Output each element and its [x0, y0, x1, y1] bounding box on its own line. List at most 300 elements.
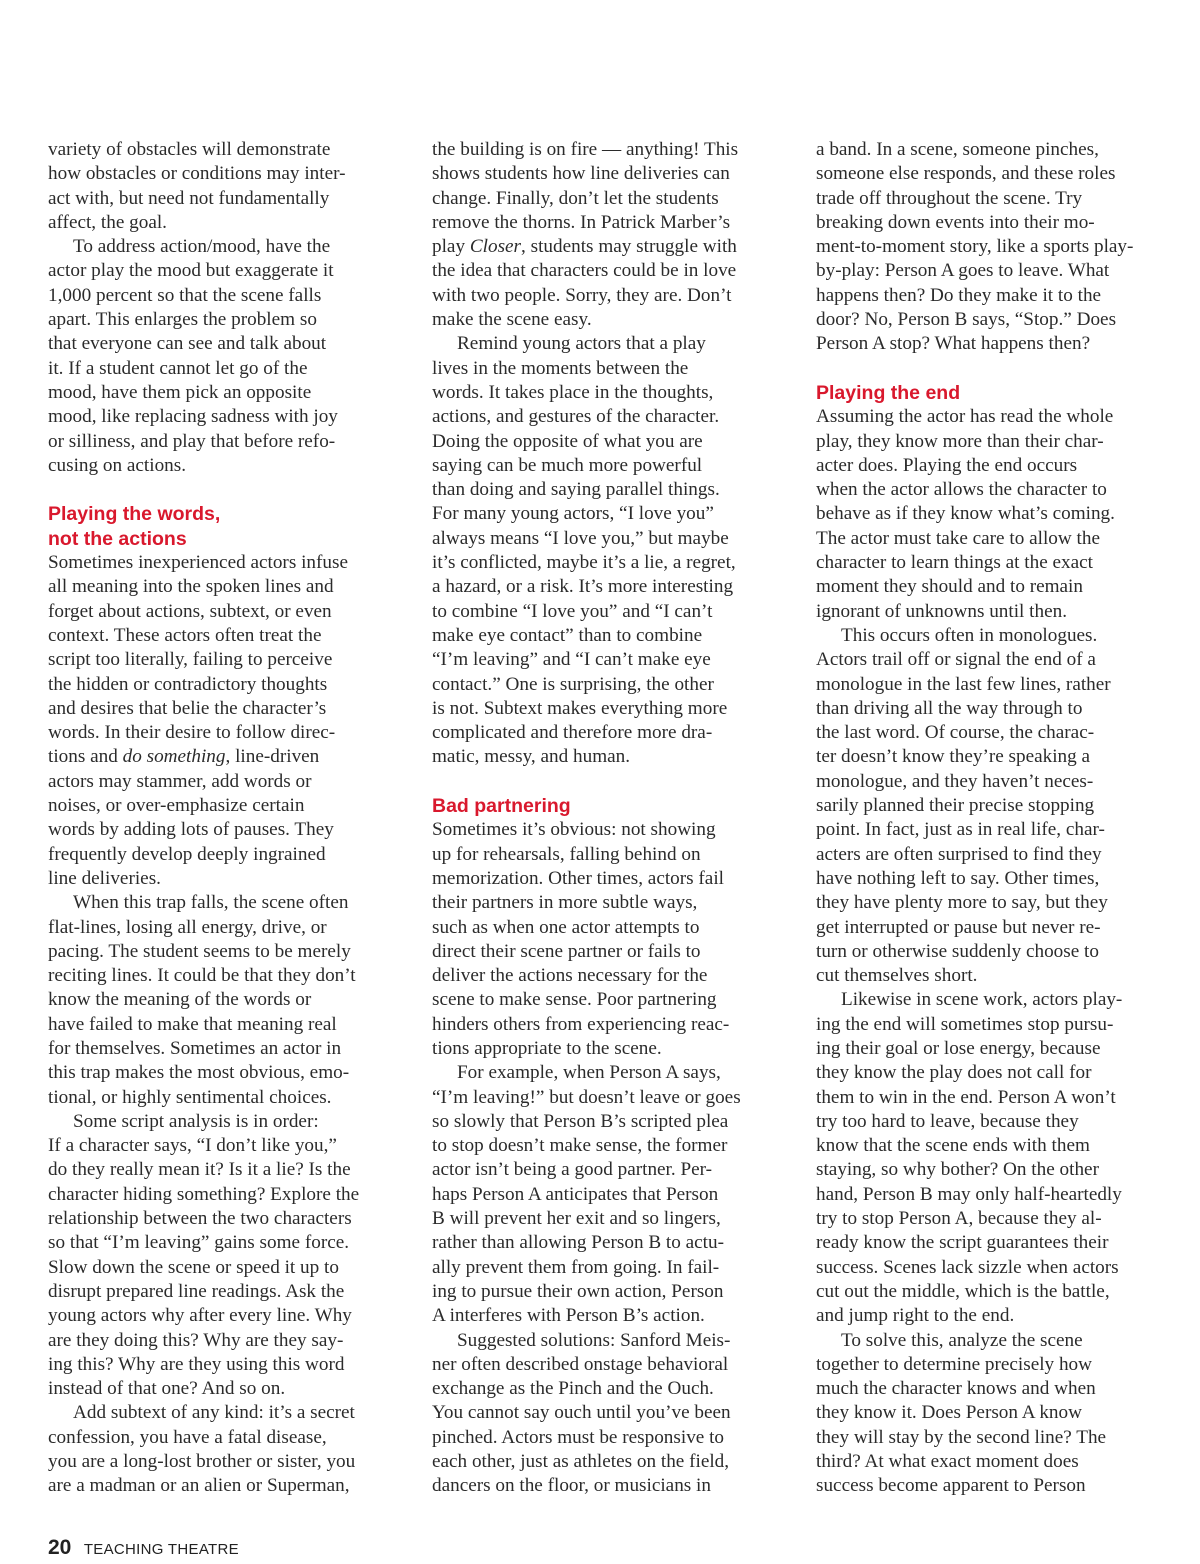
section-heading [816, 381, 1164, 405]
text-run: behave as if they know what’s coming. [816, 503, 1115, 525]
text-run: a band. In a scene, someone pinches, [816, 139, 1099, 160]
text-line [432, 187, 780, 211]
text-line [48, 138, 396, 162]
text-run: deliver the actions necessary for the [432, 965, 708, 987]
text-line [816, 818, 1164, 842]
text-run: for themselves. Sometimes an actor in [48, 1037, 342, 1059]
text-run: For many young actors, “I love you” [432, 503, 714, 525]
text-run: line deliveries. [48, 867, 161, 889]
text-run: tional, or highly sentimental choices. [48, 1086, 332, 1108]
section-heading [48, 502, 396, 526]
text-run: ter doesn’t know they’re speaking a [816, 746, 1091, 768]
text-line [48, 1110, 396, 1134]
text-run: happens then? Do they make it to the [816, 284, 1102, 306]
text-run: tions and [48, 746, 123, 768]
text-run: Playing the end [816, 381, 961, 404]
text-run: words by adding lots of pauses. They [48, 819, 334, 841]
text-run: a hazard, or a risk. It’s more interesting [432, 576, 734, 598]
text-line [432, 1256, 780, 1280]
text-run: door? No, Person B says, “Stop.” Does [816, 309, 1117, 331]
text-run: shows students how line deliveries can [432, 163, 730, 185]
text-line [816, 867, 1164, 891]
text-run: Person A stop? What happens then? [816, 333, 1091, 355]
text-run: exchange as the Pinch and the Ouch. [432, 1378, 714, 1400]
text-line [816, 1207, 1164, 1231]
text-line [48, 1450, 396, 1474]
text-line [432, 454, 780, 478]
text-run: change. Finally, don’t let the students [432, 187, 719, 209]
article-column-1 [48, 138, 396, 1499]
text-line [432, 162, 780, 186]
text-line [432, 138, 780, 162]
text-run: Add subtext of any kind: it’s a secret [73, 1402, 355, 1424]
text-run: Likewise in scene work, actors play- [841, 989, 1123, 1011]
text-line [816, 454, 1164, 478]
section-heading [432, 794, 780, 818]
text-line [48, 1013, 396, 1037]
text-line [816, 284, 1164, 308]
page-footer [48, 1536, 239, 1560]
text-line [816, 235, 1164, 259]
text-run: hand, Person B may only half-heartedly [816, 1183, 1122, 1205]
text-run: actor play the mood but exaggerate it [48, 260, 334, 282]
text-run: get interrupted or pause but never re- [816, 916, 1101, 938]
text-line [816, 1110, 1164, 1134]
text-line [816, 721, 1164, 745]
text-run: disrupt prepared line readings. Ask the [48, 1280, 345, 1302]
text-line [816, 1086, 1164, 1110]
text-run: ally prevent them from going. In fail- [432, 1256, 720, 1278]
text-line [816, 478, 1164, 502]
text-run: acter does. Playing the end occurs [816, 454, 1078, 476]
text-line [48, 1086, 396, 1110]
text-run: To solve this, analyze the scene [841, 1329, 1083, 1351]
text-run: point. In fact, just as in real life, char- [816, 819, 1105, 841]
text-run: ignorant of unknowns until then. [816, 600, 1068, 622]
text-run: contact.” One is surprising, the other [432, 673, 714, 695]
text-run: , students may struggle with [521, 236, 737, 258]
text-run: Suggested solutions: Sanford Meis- [457, 1329, 731, 1351]
text-line [816, 575, 1164, 599]
text-run: is not. Subtext makes everything more [432, 697, 728, 719]
article-column-3 [816, 138, 1164, 1499]
text-run: Playing the words, [48, 503, 221, 526]
text-line [432, 259, 780, 283]
text-line [432, 648, 780, 672]
text-line [816, 940, 1164, 964]
text-run: Sometimes it’s obvious: not showing [432, 819, 716, 841]
text-line [48, 259, 396, 283]
text-run: Doing the opposite of what you are [432, 430, 703, 452]
text-run: much the character knows and when [816, 1378, 1096, 1400]
text-line [816, 1013, 1164, 1037]
text-run: actor isn’t being a good partner. Per- [432, 1159, 713, 1181]
text-line [48, 867, 396, 891]
text-run: direct their scene partner or fails to [432, 940, 701, 962]
text-line [432, 721, 780, 745]
text-line [432, 1013, 780, 1037]
text-run: You cannot say ouch until you’ve been [432, 1402, 731, 1424]
text-run: reciting lines. It could be that they don’t [48, 965, 356, 987]
paragraph-spacer [48, 478, 396, 502]
text-run: monologue, and they haven’t neces- [816, 770, 1094, 792]
text-line [48, 308, 396, 332]
text-line [816, 211, 1164, 235]
text-run: you are a long-lost brother or sister, you [48, 1451, 356, 1473]
text-line [816, 1450, 1164, 1474]
text-line [816, 1353, 1164, 1377]
text-line [48, 211, 396, 235]
text-run: third? At what exact moment does [816, 1451, 1079, 1473]
text-line [432, 332, 780, 356]
text-line [432, 745, 780, 769]
text-line [816, 551, 1164, 575]
text-run: trade off throughout the scene. Try [816, 187, 1083, 209]
text-line [48, 162, 396, 186]
text-line [48, 357, 396, 381]
text-line [48, 1061, 396, 1085]
text-run: dancers on the floor, or musicians in [432, 1475, 711, 1497]
text-run: words. It takes place in the thoughts, [432, 381, 714, 403]
text-run: each other, just as athletes on the field, [432, 1451, 730, 1473]
text-run: complicated and therefore more dra- [432, 722, 713, 744]
paragraph-spacer [432, 770, 780, 794]
text-run: this trap makes the most obvious, emo- [48, 1062, 350, 1084]
text-line [48, 1426, 396, 1450]
text-run: Some script analysis is in order: [73, 1110, 319, 1132]
text-run: For example, when Person A says, [457, 1062, 721, 1084]
text-line [432, 1353, 780, 1377]
text-line [48, 1474, 396, 1498]
text-run: are they doing this? Why are they say- [48, 1329, 344, 1351]
text-run: ing their goal or lose energy, because [816, 1037, 1101, 1059]
text-run: it’s conflicted, maybe it’s a lie, a regret, [432, 552, 736, 574]
text-line [48, 624, 396, 648]
text-line [432, 357, 780, 381]
text-run: not the actions [48, 527, 187, 550]
text-line [48, 1183, 396, 1207]
text-run: variety of obstacles will demonstrate [48, 139, 331, 160]
text-line [432, 381, 780, 405]
text-line [48, 745, 396, 769]
text-run: Sometimes inexperienced actors infuse [48, 552, 348, 574]
text-run: breaking down events into their mo- [816, 211, 1095, 233]
text-line [432, 1086, 780, 1110]
text-line [432, 1231, 780, 1255]
text-run: or silliness, and play that before refo- [48, 430, 336, 452]
text-line [816, 648, 1164, 672]
text-run: together to determine precisely how [816, 1353, 1092, 1375]
text-line [816, 1304, 1164, 1328]
text-line [48, 673, 396, 697]
text-line [432, 1329, 780, 1353]
text-run: try to stop Person A, because they al- [816, 1208, 1102, 1230]
text-run: This occurs often in monologues. [841, 624, 1098, 646]
text-line [48, 284, 396, 308]
text-run: how obstacles or conditions may inter- [48, 163, 346, 185]
text-line [432, 818, 780, 842]
text-run: the last word. Of course, the charac- [816, 722, 1095, 744]
text-line [816, 1061, 1164, 1085]
text-run: ner often described onstage behavioral [432, 1353, 729, 1375]
text-run: lives in the moments between the [432, 357, 689, 379]
text-run: rather than allowing Person B to actu- [432, 1232, 725, 1254]
text-line [816, 745, 1164, 769]
text-run: pacing. The student seems to be merely [48, 940, 351, 962]
text-line [816, 1329, 1164, 1353]
text-run: actors may stammer, add words or [48, 770, 312, 792]
text-line [432, 308, 780, 332]
text-line [816, 405, 1164, 429]
text-run: The actor must take care to allow the [816, 527, 1100, 549]
text-run: ing this? Why are they using this word [48, 1353, 345, 1375]
text-run: context. These actors often treat the [48, 624, 322, 646]
text-line [816, 1231, 1164, 1255]
text-line [432, 405, 780, 429]
text-run: frequently develop deeply ingrained [48, 843, 326, 865]
text-run: hinders others from experiencing reac- [432, 1013, 730, 1035]
text-line [432, 478, 780, 502]
text-line [432, 235, 780, 259]
text-line [432, 697, 780, 721]
text-run: scene to make sense. Poor partnering [432, 989, 717, 1011]
text-run: mood, like replacing sadness with joy [48, 406, 338, 428]
text-run: ing to pursue their own action, Person [432, 1280, 724, 1302]
text-run: Bad partnering [432, 795, 571, 818]
text-line [48, 1256, 396, 1280]
text-line [432, 940, 780, 964]
text-line [816, 770, 1164, 794]
text-line [816, 1426, 1164, 1450]
text-line [816, 916, 1164, 940]
text-run: when the actor allows the character to [816, 479, 1107, 501]
text-run: it. If a student cannot let go of the [48, 357, 308, 379]
text-run: sarily planned their precise stopping [816, 795, 1095, 817]
text-run: such as when one actor attempts to [432, 916, 700, 938]
text-line [432, 1037, 780, 1061]
text-run: “I’m leaving!” but doesn’t leave or goes [432, 1086, 741, 1108]
text-run: they have plenty more to say, but they [816, 892, 1108, 914]
text-line [432, 502, 780, 526]
text-line [432, 624, 780, 648]
text-run: that everyone can see and talk about [48, 333, 327, 355]
text-line [48, 1377, 396, 1401]
text-run: so that “I’m leaving” gains some force. [48, 1232, 350, 1254]
text-line [432, 867, 780, 891]
text-run: know that the scene ends with them [816, 1135, 1090, 1157]
text-run: script too literally, failing to perceive [48, 649, 333, 671]
text-line [816, 964, 1164, 988]
text-run: instead of that one? And so on. [48, 1378, 286, 1400]
text-line [48, 891, 396, 915]
text-run: If a character says, “I don’t like you,” [48, 1135, 337, 1157]
text-run: matic, messy, and human. [432, 746, 631, 768]
text-run: and desires that belie the character’s [48, 697, 327, 719]
text-line [816, 187, 1164, 211]
text-line [816, 843, 1164, 867]
text-line [48, 1037, 396, 1061]
text-line [48, 1353, 396, 1377]
text-run: mood, have them pick an opposite [48, 381, 312, 403]
text-run: cut out the middle, which is the battle, [816, 1280, 1110, 1302]
text-run: acters are often surprised to find they [816, 843, 1102, 865]
text-line [432, 1134, 780, 1158]
text-line [48, 187, 396, 211]
text-run: ready know the script guarantees their [816, 1232, 1109, 1254]
text-run: to combine “I love you” and “I can’t [432, 600, 713, 622]
text-line [816, 332, 1164, 356]
text-run: forget about actions, subtext, or even [48, 600, 332, 622]
italic-title: Closer [469, 236, 522, 258]
text-run: When this trap falls, the scene often [73, 892, 349, 914]
text-line [816, 502, 1164, 526]
text-run: their partners in more subtle ways, [432, 892, 698, 914]
text-run: try too hard to leave, because they [816, 1110, 1079, 1132]
text-line [432, 843, 780, 867]
text-line [432, 1377, 780, 1401]
text-line [432, 964, 780, 988]
italic-title: do something [122, 746, 226, 768]
text-line [432, 284, 780, 308]
text-run: memorization. Other times, actors fail [432, 867, 724, 889]
text-run: cut themselves short. [816, 965, 978, 987]
text-line [432, 430, 780, 454]
text-run: character to learn things at the exact [816, 552, 1094, 574]
text-line [48, 1231, 396, 1255]
text-run: always means “I love you,” but maybe [432, 527, 729, 549]
text-line [432, 211, 780, 235]
text-run: cusing on actions. [48, 454, 187, 476]
text-run: young actors why after every line. Why [48, 1305, 352, 1327]
text-run: do they really mean it? Is it a lie? Is the [48, 1159, 351, 1181]
text-run: Remind young actors that a play [457, 333, 706, 355]
text-line [48, 575, 396, 599]
text-run: with two people. Sorry, they are. Don’t [432, 284, 732, 306]
text-run: they know it. Does Person A know [816, 1402, 1082, 1424]
text-line [432, 673, 780, 697]
text-run: character hiding something? Explore the [48, 1183, 360, 1205]
text-line [816, 1474, 1164, 1498]
text-run: , line-driven [225, 746, 320, 768]
text-line [48, 721, 396, 745]
text-run: have failed to make that meaning real [48, 1013, 337, 1035]
text-line [48, 381, 396, 405]
text-run: than driving all the way through to [816, 697, 1083, 719]
text-run: the building is on fire — anything! This [432, 139, 739, 160]
text-run: success become apparent to Person [816, 1475, 1086, 1497]
text-line [48, 332, 396, 356]
text-line [816, 988, 1164, 1012]
text-run: confession, you have a fatal disease, [48, 1426, 327, 1448]
text-line [48, 1158, 396, 1182]
text-run: up for rehearsals, falling behind on [432, 843, 701, 865]
text-run: pinched. Actors must be responsive to [432, 1426, 725, 1448]
text-line [816, 527, 1164, 551]
text-run: than doing and saying parallel things. [432, 479, 720, 501]
text-line [816, 697, 1164, 721]
text-line [48, 430, 396, 454]
text-line [48, 916, 396, 940]
text-line [48, 405, 396, 429]
text-run: so slowly that Person B’s scripted plea [432, 1110, 729, 1132]
text-run: play, they know more than their char- [816, 430, 1104, 452]
text-line [432, 1474, 780, 1498]
text-line [816, 259, 1164, 283]
text-line [48, 454, 396, 478]
text-line [48, 770, 396, 794]
text-run: apart. This enlarges the problem so [48, 309, 317, 331]
text-run: and jump right to the end. [816, 1305, 1015, 1327]
text-run: To address action/mood, have the [73, 236, 331, 258]
text-line [432, 1061, 780, 1085]
text-run: flat-lines, losing all energy, drive, or [48, 916, 327, 938]
text-run: the hidden or contradictory thoughts [48, 673, 328, 695]
text-run: haps Person A anticipates that Person [432, 1183, 719, 1205]
text-line [432, 891, 780, 915]
page-number: 20 [48, 1536, 72, 1559]
text-line [816, 1158, 1164, 1182]
text-line [816, 794, 1164, 818]
text-line [816, 308, 1164, 332]
text-line [432, 600, 780, 624]
text-run: have nothing left to say. Other times, [816, 867, 1100, 889]
text-run: affect, the goal. [48, 211, 167, 233]
text-line [48, 235, 396, 259]
text-line [48, 648, 396, 672]
text-run: 1,000 percent so that the scene falls [48, 284, 322, 306]
text-line [816, 673, 1164, 697]
text-line [48, 1134, 396, 1158]
text-line [432, 551, 780, 575]
text-line [816, 1183, 1164, 1207]
magazine-name: TEACHING THEATRE [83, 1541, 239, 1558]
text-run: A interferes with Person B’s action. [432, 1305, 705, 1327]
text-line [816, 138, 1164, 162]
text-run: remove the thorns. In Patrick Marber’s [432, 211, 731, 233]
text-run: are a madman or an alien or Superman, [48, 1475, 350, 1497]
text-run: moment they should and to remain [816, 576, 1083, 598]
text-line [432, 916, 780, 940]
text-line [816, 430, 1164, 454]
text-line [432, 1207, 780, 1231]
text-line [816, 1037, 1164, 1061]
text-run: words. In their desire to follow direc- [48, 722, 336, 744]
text-line [432, 988, 780, 1012]
text-run: to stop doesn’t make sense, the former [432, 1135, 728, 1157]
text-run: B will prevent her exit and so lingers, [432, 1208, 721, 1230]
text-line [816, 1280, 1164, 1304]
text-line [816, 1401, 1164, 1425]
text-run: Assuming the actor has read the whole [816, 406, 1114, 428]
text-line [816, 624, 1164, 648]
text-run: make the scene easy. [432, 309, 592, 331]
text-line [816, 600, 1164, 624]
text-line [816, 162, 1164, 186]
text-line [816, 1377, 1164, 1401]
text-line [48, 988, 396, 1012]
text-line [48, 1304, 396, 1328]
text-line [432, 1304, 780, 1328]
text-line [432, 575, 780, 599]
text-line [48, 600, 396, 624]
section-heading [48, 527, 396, 551]
text-run: relationship between the two characters [48, 1208, 352, 1230]
text-run: “I’m leaving” and “I can’t make eye [432, 649, 711, 671]
text-run: know the meaning of the words or [48, 989, 312, 1011]
text-line [48, 794, 396, 818]
text-line [432, 1280, 780, 1304]
text-run: actions, and gestures of the character. [432, 406, 720, 428]
